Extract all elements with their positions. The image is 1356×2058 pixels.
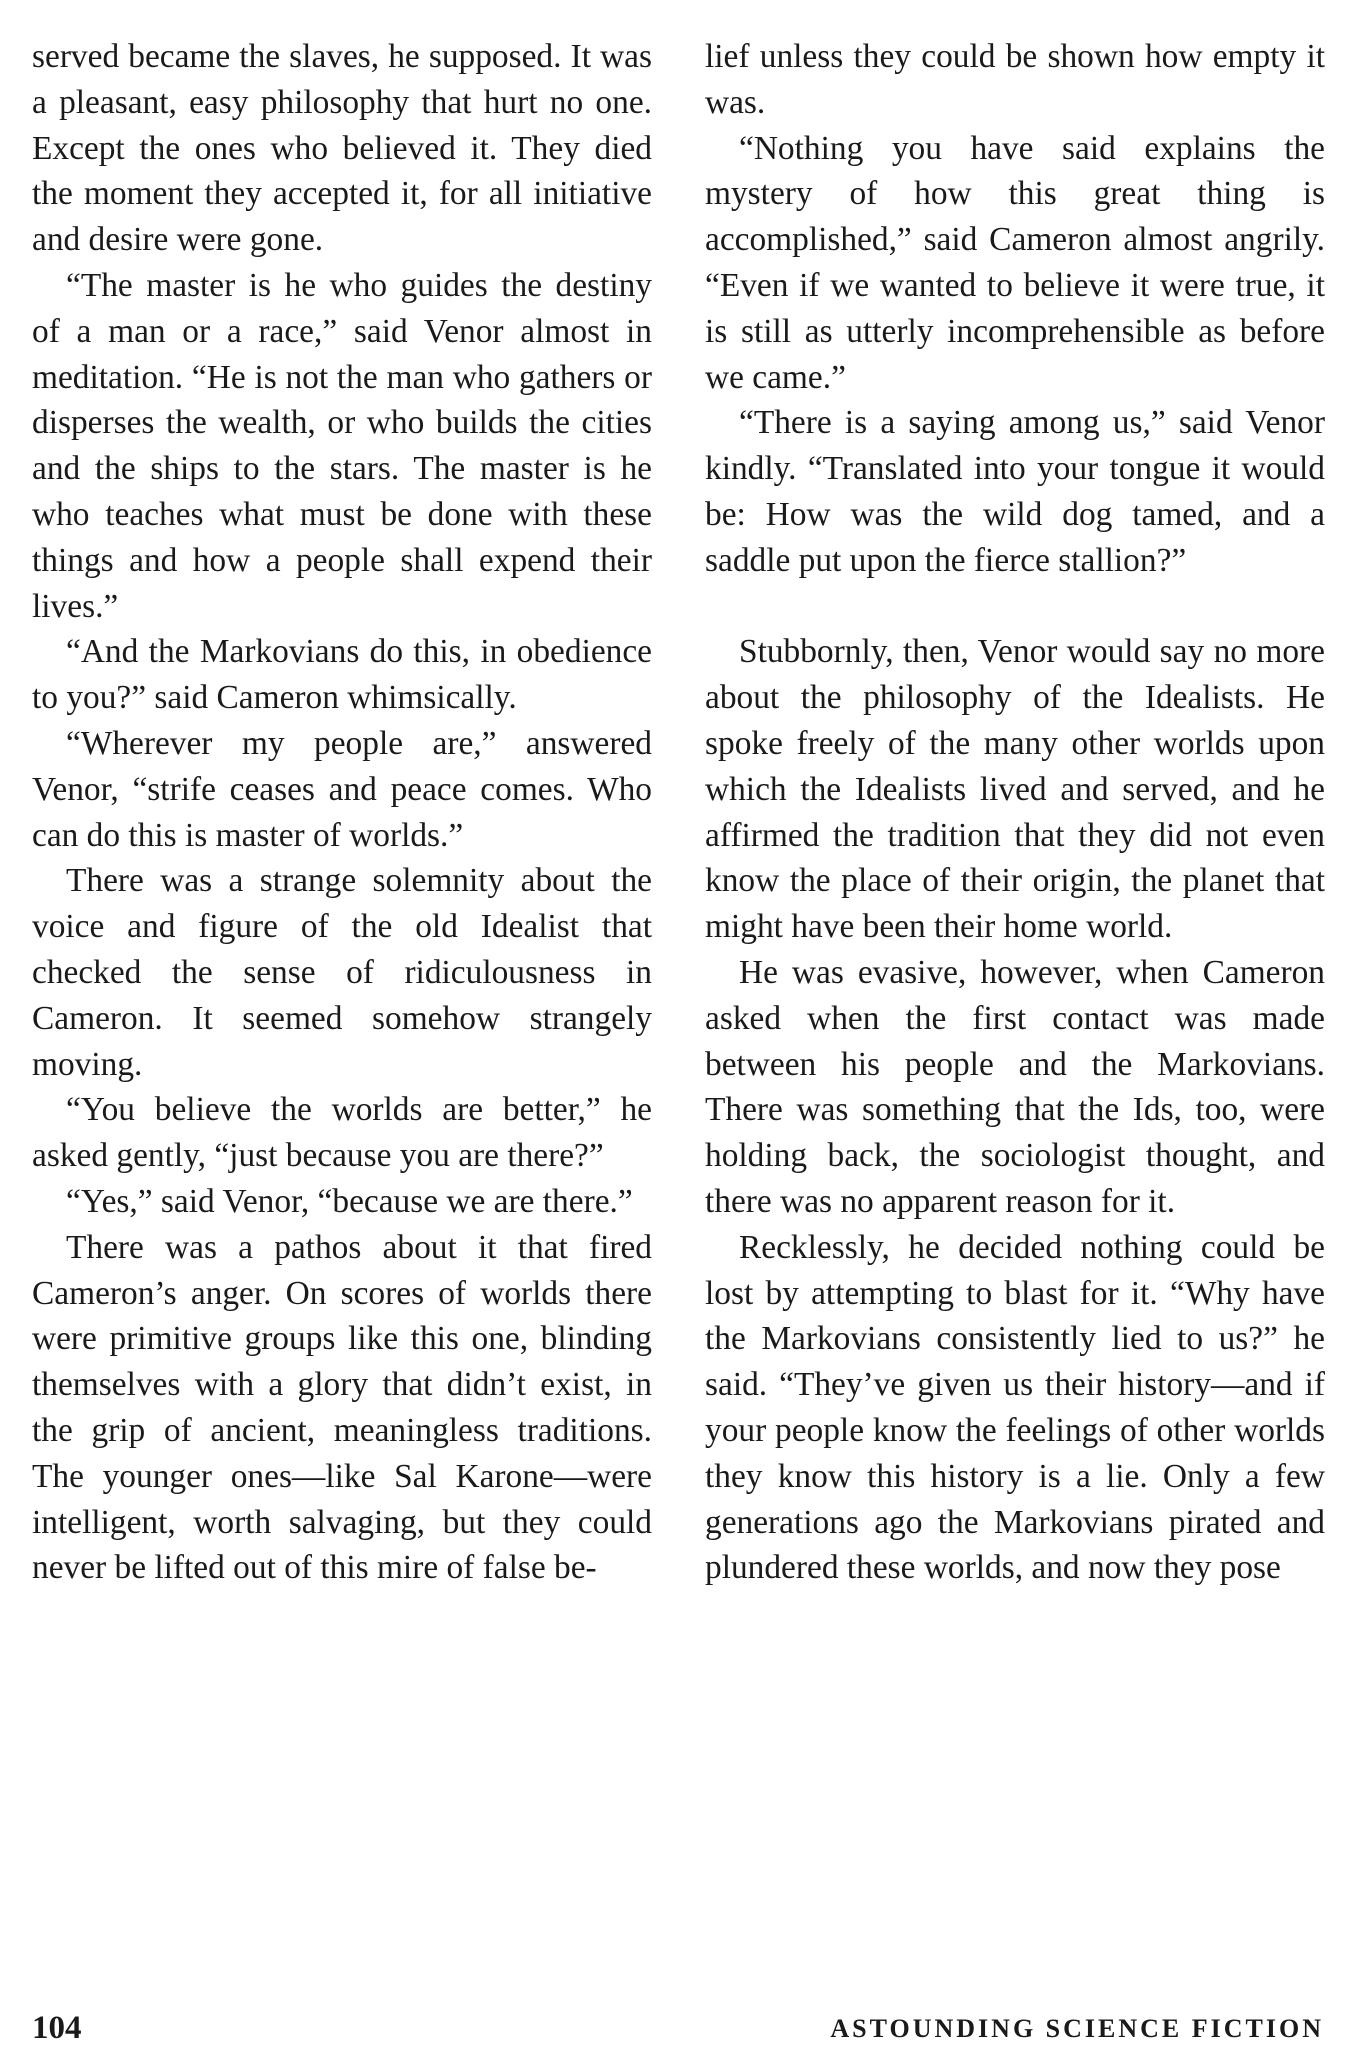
paragraph: “You believe the worlds are better,” he asked gently, “just because you are there?” <box>32 1091 652 1175</box>
paragraph: Stubbornly, then, Venor would say no more about the philosophy of the Idealists. He spoke freely of the many other worlds upon which the Idealists lived and served, and he affirmed the tradition that they did not even know the place of their origin, the planet that might have been their home world. <box>705 633 1325 946</box>
paragraph: served became the slaves, he supposed. It was a pleasant, easy philosophy that hurt no one. Except the ones who believed it. They died the moment they accepted it, for all initiative and desire were gone. <box>32 38 652 259</box>
paragraph: “The master is he who guides the destiny of a man or a race,” said Venor almost in meditation. “He is not the man who gathers or disperses the wealth, or who builds the cities and the ships to the stars. The master is he who teaches what must be done with these things and how a people shall expend their lives.” <box>32 266 652 625</box>
paragraph: He was evasive, however, when Cameron asked when the first contact was made between his people and the Markovians. There was something that the Ids, too, were holding back, the sociologist thought, and there was no apparent reason for it. <box>705 953 1325 1220</box>
paragraph: Recklessly, he decided nothing could be lost by attempting to blast for it. “Why have the Markovians consistently lied to us?” he said. “They’ve given us their history—and if your people know the feelings of other worlds they know this history is a lie. Only a few generations ago the Markovians pirated and plundered these worlds, and now they pose <box>705 1228 1325 1587</box>
paragraph: “Nothing you have said explains the mystery of how this great thing is accomplished,” said Cameron almost angrily. “Even if we wanted to believe it were true, it is still as utterly incomprehensible as before we came.” <box>705 129 1325 396</box>
paragraph: There was a pathos about it that fired Cameron’s anger. On scores of worlds there were primitive groups like this one, blinding themselves with a glory that didn’t exist, in the grip of ancient, meaningless traditions. The younger ones—like Sal Karone—were intelligent, worth salvaging, but they could never be lifted out of this mire of false be- <box>32 1228 652 1587</box>
paragraph: “And the Markovians do this, in obedience to you?” said Cameron whimsically. <box>32 633 652 717</box>
paragraph: “Yes,” said Venor, “because we are there.” <box>66 1182 633 1220</box>
paragraph: “Wherever my people are,” answered Venor, “strife ceases and peace comes. Who can do this is master of worlds.” <box>32 724 652 854</box>
paragraph: lief unless they could be shown how empty it was. <box>705 38 1325 121</box>
right-column <box>705 34 1325 1591</box>
paragraph: “There is a saying among us,” said Venor kindly. “Translated into your tongue it would be: How was the wild dog tamed, and a saddle put upon the fierce stallion?” <box>705 404 1325 579</box>
page-footer <box>32 2010 1324 2050</box>
paragraph: There was a strange solemnity about the voice and figure of the old Idealist that checked the sense of ridiculousness in Cameron. It seemed somehow strangely moving. <box>32 862 652 1083</box>
running-head: ASTOUNDING SCIENCE FICTION <box>830 2014 1324 2043</box>
left-column <box>32 34 652 1591</box>
page-number: 104 <box>32 2010 82 2046</box>
